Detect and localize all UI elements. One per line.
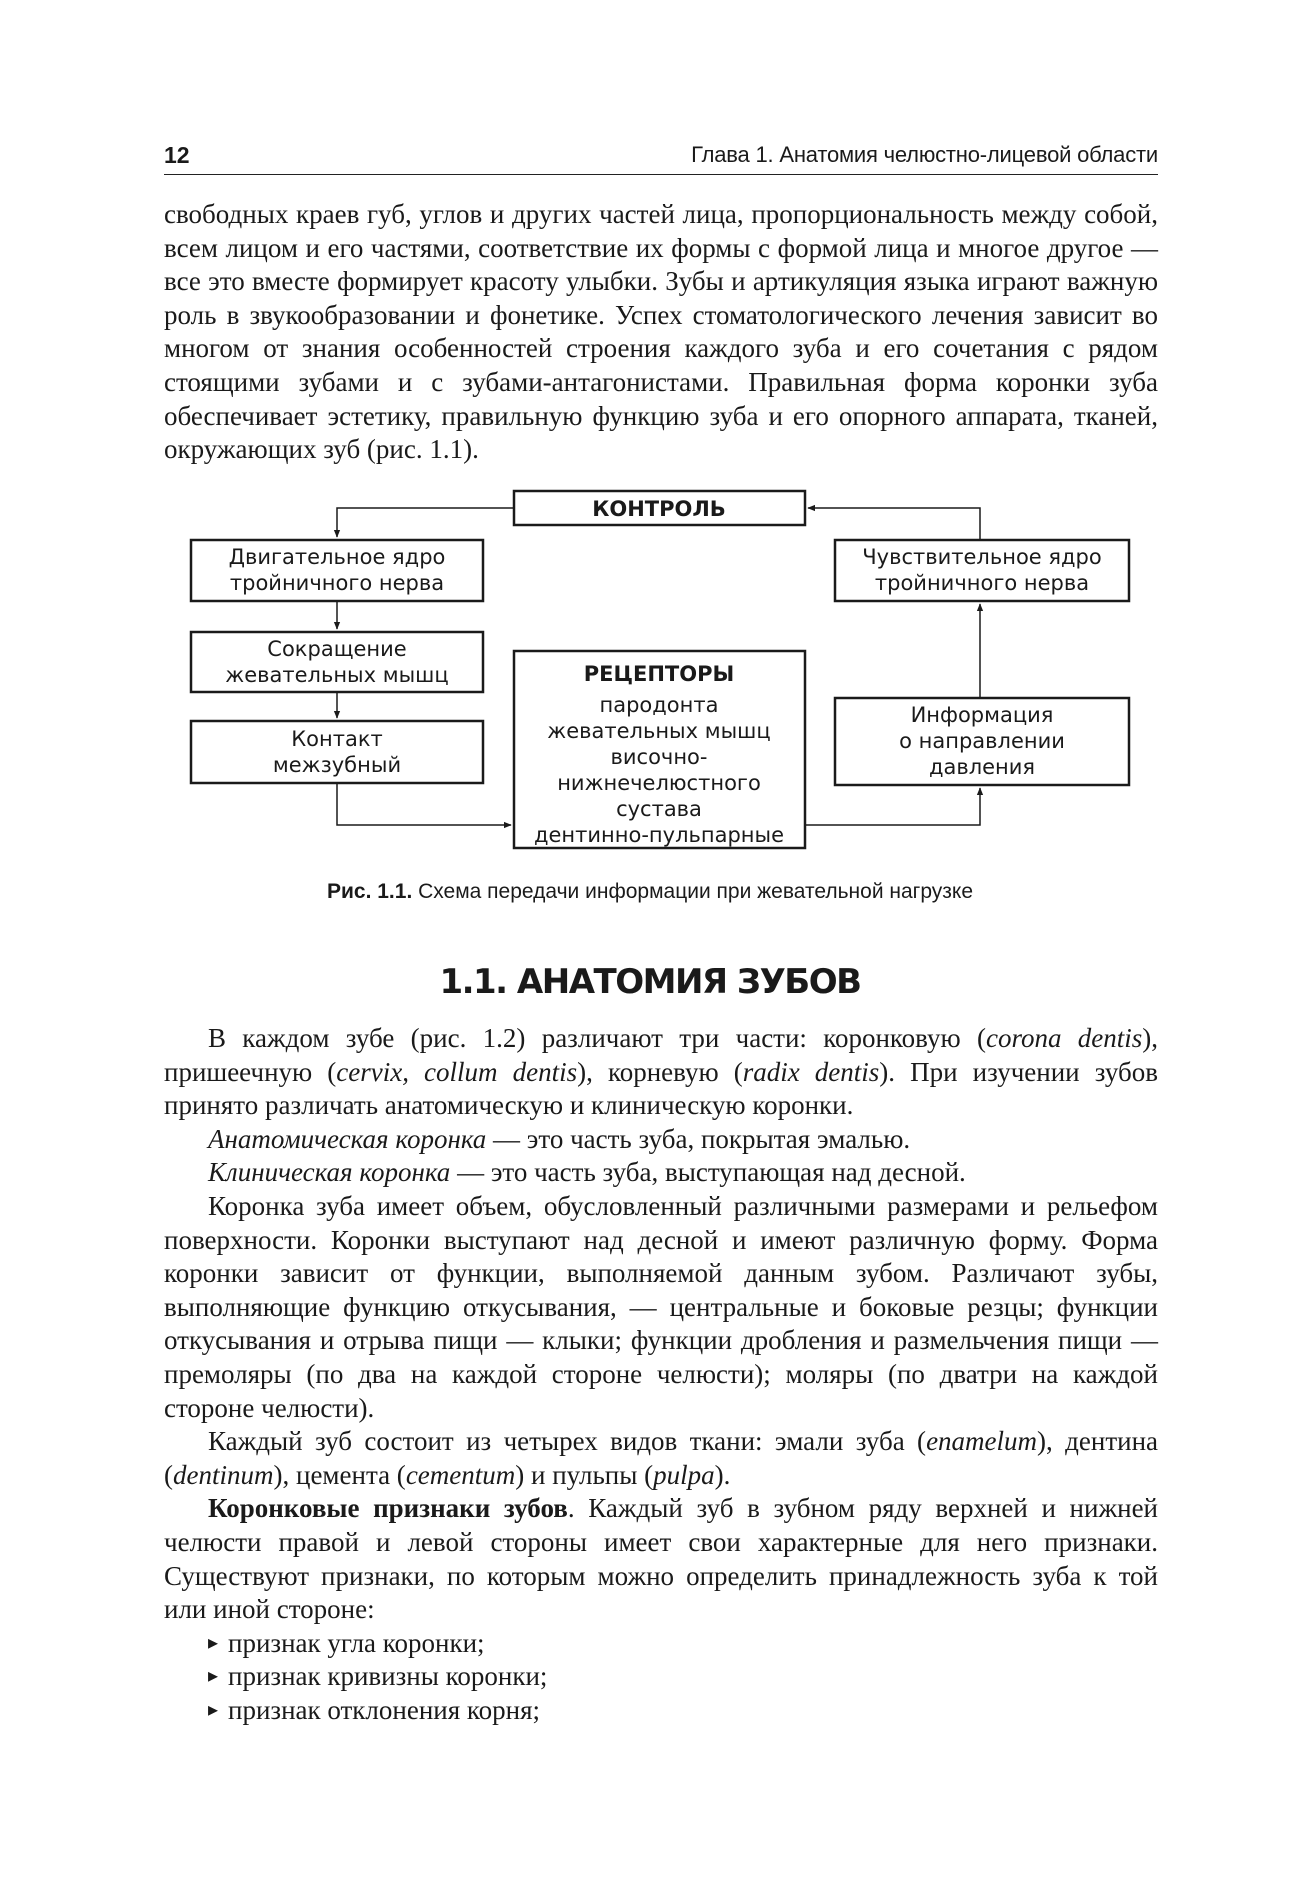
receptors-item-3: височно- — [610, 745, 708, 769]
arrow-contact-to-receptors — [337, 783, 511, 825]
motor-nucleus-line-1: Двигательное ядро — [228, 545, 446, 569]
paragraph-crown-shape: Коронка зуба имеет объем, обусловленный различными размерами и рельефом поверхности. Коронки выступают над десной и имеют различную форму. Форма коронки зависит от функции, выполняемой данным зубом. Различают зубы, выполняющие функцию откусывания, — центральные и боковые резцы; функции откусывания и отрыва пищи — клыки; функции дробления и размельчения пищи — премоляры (по два на каждой стороне челюсти); моляры (по дватри на каждой стороне челюсти). — [164, 1190, 1158, 1423]
receptors-title: РЕЦЕПТОРЫ — [583, 662, 735, 686]
text-run: — это часть зуба, покрытая эмалью. — [486, 1123, 911, 1154]
text-run: — это часть зуба, выступающая над десной. — [450, 1157, 966, 1188]
text-run: ), пришеечную ( — [164, 1023, 1159, 1087]
occlusal-contact-line-2: межзубный — [272, 753, 402, 777]
paragraph-tissues — [164, 1425, 1158, 1492]
triangle-right-icon: ▸ — [208, 1665, 219, 1688]
receptors-item-6: дентинно-пульпарные — [533, 823, 785, 847]
running-header — [164, 138, 1158, 175]
info-transfer-diagram — [0, 480, 1300, 850]
signs-list — [164, 1627, 1158, 1728]
paragraph-anatomical-crown — [164, 1123, 1158, 1157]
pressure-info-line-3: давления — [928, 755, 1036, 779]
figure-caption — [0, 880, 1300, 904]
text-run: ), цемента ( — [273, 1459, 406, 1490]
caption-label: Рис. 1.1. — [326, 880, 413, 903]
muscle-contraction-line-1: Сокращение — [267, 637, 407, 661]
caption-text: Схема передачи информации при жевательной нагрузке — [418, 880, 974, 903]
triangle-right-icon: ▸ — [208, 1698, 219, 1721]
text-run: В каждом зубе (рис. 1.2) различают три части: коронковую ( — [208, 1023, 986, 1053]
intro-paragraph: свободных краев губ, углов и других частей лица, пропорциональность между собой, всем лицом и его частями, соответствие их формы с формой лица и многое другое — все это вместе формирует красоту улыбки. Зубы и артикуляция языка играют важную роль в звукообразовании и фонетике. Успех стоматологического лечения зависит во многом от знания особенностей строения каждого зуба и его сочетания с рядом стоящими зубами и с зубами-антагонистами. Правильная форма коронки зуба обеспечивает эстетику, правильную функцию зуба и его опорного аппарата, тканей, окружающих зуб (рис. 1.1). — [164, 199, 1158, 465]
text-run: ), дентина ( — [164, 1426, 1159, 1490]
text-run: ). При изучении зубов принято различать анатомическую и клиническую коронки. — [164, 1056, 1158, 1121]
latin-term: cervix, collum dentis — [336, 1056, 578, 1087]
motor-nucleus-line-2: тройничного нерва — [229, 571, 445, 595]
receptors-item-1: пародонта — [599, 693, 719, 717]
arrow-receptors-to-info — [805, 788, 980, 825]
list-item-text: признак угла коронки; — [228, 1627, 485, 1658]
triangle-right-icon: ▸ — [208, 1631, 219, 1654]
control-label: КОНТРОЛЬ — [592, 497, 726, 521]
text-run: ) и пульпы ( — [515, 1459, 654, 1490]
occlusal-contact-line-1: Контакт — [291, 727, 383, 751]
sensory-nucleus-line-1: Чувствительное ядро — [862, 545, 1102, 569]
text-run: ). — [714, 1459, 731, 1490]
term-anatomical-crown: Анатомическая коронка — [208, 1123, 487, 1154]
list-item — [164, 1627, 1158, 1661]
paragraph-tooth-parts — [164, 1022, 1158, 1123]
chapter-title: Глава 1. Анатомия челюстно-лицевой области — [691, 142, 1158, 167]
latin-term: cementum — [405, 1459, 516, 1490]
sensory-nucleus-line-2: тройничного нерва — [874, 571, 1090, 595]
latin-term: radix dentis — [742, 1056, 880, 1087]
term-clinical-crown: Клиническая коронка — [208, 1157, 451, 1188]
list-item-text: признак кривизны коронки; — [228, 1661, 548, 1692]
arrow-control-to-motor — [337, 508, 514, 537]
paragraph-crown-signs — [164, 1492, 1158, 1626]
text-run: ), корневую ( — [577, 1056, 743, 1087]
receptors-item-4: нижнечелюстного — [557, 771, 761, 795]
section-heading: 1.1. АНАТОМИЯ ЗУБОВ — [439, 962, 861, 1002]
latin-term: enamelum — [926, 1426, 1038, 1457]
list-item — [164, 1694, 1158, 1728]
muscle-contraction-line-2: жевательных мышц — [225, 663, 449, 687]
latin-term: dentinum — [173, 1459, 274, 1490]
list-item-text: признак отклонения корня; — [228, 1694, 541, 1725]
receptors-item-5: сустава — [616, 797, 702, 821]
page-number: 12 — [164, 142, 190, 168]
text-run: Каждый зуб состоит из четырех видов ткани: эмали зуба ( — [208, 1426, 927, 1457]
paragraph-clinical-crown — [164, 1156, 1158, 1190]
pressure-info-line-2: о направлении — [899, 729, 1065, 753]
arrow-sensory-to-control — [808, 508, 980, 540]
list-item — [164, 1660, 1158, 1694]
latin-term: pulpa — [653, 1459, 715, 1490]
text-run: . Каждый зуб в зубном ряду верхней и нижней челюсти правой и левой стороны имеет свои характерные для него признаки. Существуют признаки, по которым можно определить принадлежность зуба к той или иной стороне: — [164, 1493, 1158, 1625]
section-body — [164, 1022, 1158, 1727]
term-crown-signs: Коронковые признаки зубов — [208, 1493, 568, 1524]
latin-term: corona dentis — [985, 1023, 1143, 1053]
receptors-item-2: жевательных мышц — [547, 719, 771, 743]
pressure-info-line-1: Информация — [910, 703, 1054, 727]
